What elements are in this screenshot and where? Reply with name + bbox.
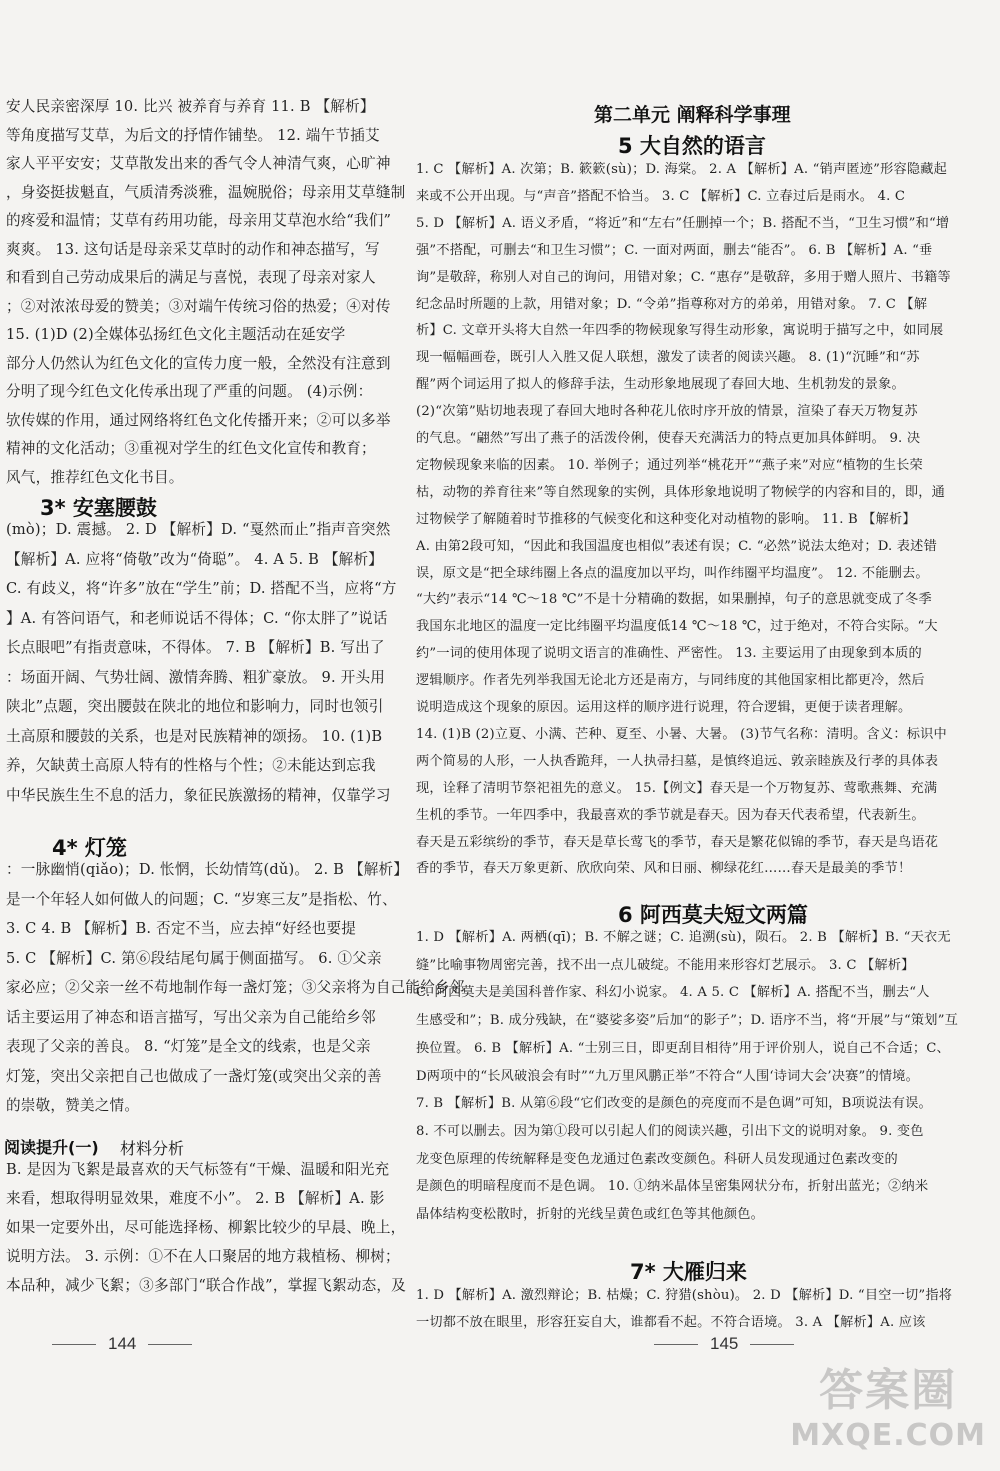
text-line: 现，诠释了清明节祭祀祖先的意义。 15.【例文】春天是一个万物复苏、莺歌燕舞、充满 (416, 780, 938, 796)
text-line: 部分人仍然认为红色文化的宣传力度一般，全然没有注意到 (6, 354, 391, 372)
text-line: 说明方法。 3. 示例：①不在人口聚居的地方栽植杨、柳树； (6, 1248, 400, 1265)
text-line: 中华民族生生不息的活力，象征民族激扬的精神，仅靠学习 (6, 786, 391, 804)
page-number-right (642, 1334, 806, 1354)
text-line: 等角度描写艾草，为后文的抒情作铺垫。 12. 端午节插艾 (6, 126, 380, 144)
text-line: 我国东北地区的温度一定比纬圈平均温度低14 ℃～18 ℃，过于绝对，不符合实际。“大 (416, 619, 938, 635)
section-subheading-material-analysis: 材料分析 (120, 1139, 185, 1158)
text-line: 一切都不放在眼里，形容狂妄自大，谁都看不起。不符合语境。 3. A 【解析】A. 应该 (416, 1315, 926, 1330)
text-line: ：场面开阔、气势壮阔、激情奔腾、粗犷豪放。 9. 开头用 (6, 668, 386, 686)
text-line: ：一脉幽悄(qiǎo)；D. 怅惘，长幼情笃(dǔ)。 2. B 【解析】 (6, 861, 409, 878)
text-line: 爽爽。 13. 这句话是母亲采艾草时的动作和神态描写，写 (6, 240, 380, 258)
text-line: 风气，推荐红色文化书目。 (6, 468, 184, 486)
text-line: 两个简易的人形，一人执香跪拜，一人执帚扫墓，是慎终追远、敦亲睦族及行孝的具体表 (416, 753, 939, 769)
watermark-logo-text: 答案圈 (819, 1365, 958, 1416)
text-line: 土高原和腰鼓的关系，也是对民族精神的颂扬。 10. (1)B (6, 727, 383, 745)
lesson-heading-5: 5 大自然的语言 (618, 134, 766, 158)
page-number-value: 145 (710, 1334, 739, 1353)
text-line: D两项中的“长风破浪会有时”“九万里风鹏正举”不符合“人围‘诗词大会’决赛”的情境。 (416, 1068, 919, 1084)
text-line: 灯笼，突出父亲把自己也做成了一盏灯笼(或突出父亲的善 (6, 1067, 382, 1085)
text-line: 养，欠缺黄土高原人特有的性格与个性；②未能达到忘我 (6, 757, 376, 774)
text-line: (mò)；D. 震撼。 2. D 【解析】D. “戛然而止”指声音突然 (6, 521, 391, 538)
text-line: 3. C 4. B 【解析】B. 否定不当，应去掉“好经也要提 (6, 920, 357, 937)
text-line: 家必应；②父亲一丝不苟地制作每一盏灯笼；③父亲将为自己能给乡邻 (6, 979, 465, 996)
text-line: C. 阿西莫夫是美国科普作家、科幻小说家。 4. A 5. C 【解析】A. 搭配不当，删去“人 (416, 985, 930, 1001)
text-line: 的崇敬，赞美之情。 (6, 1097, 140, 1114)
page-number-value: 144 (108, 1334, 137, 1353)
text-line: 纪念品时所题的上款，用错对象；D. “令弟”指尊称对方的弟弟，用错对象。 7. C 【解 (416, 296, 928, 312)
text-line: (2)“次第”贴切地表现了春回大地时各种花儿依时序开放的情景，渲染了春天万物复苏 (416, 404, 918, 420)
text-line: 询”是敬辞，称别人对自己的询问，用错对象；C. “惠存”是敬辞，多用于赠人照片、书籍等 (416, 269, 951, 285)
text-line: 香的季节，春天万象更新、欣欣向荣、风和日丽、柳绿花红……春天是最美的季节！ (416, 861, 912, 877)
lesson-heading-anshai-yaogu: 3* 安塞腰鼓 (40, 496, 157, 520)
text-line: 和看到自己劳动成果后的满足与喜悦，表现了母亲对家人 (6, 269, 376, 286)
text-line: 5. C 【解析】C. 第⑥段结尾句属于侧面描写。 6. ①父亲 (6, 949, 382, 967)
text-line: 枯，动物的养育往来”等自然现象的实例，具体形象地说明了物候学的内容和目的，即，通 (416, 484, 946, 500)
text-line: 】A. 有答问语气，和老师说话不得体；C. “你太胖了”说话 (6, 609, 388, 627)
text-line: 约”一词的使用体现了说明文语言的准确性、严密性。 13. 主要运用了由现象到本质的 (416, 646, 922, 662)
watermark (790, 1354, 986, 1453)
text-line: 逻辑顺序。作者先列举我国无论北方还是南方，与同纬度的其他国家相比都更冷，然后 (416, 673, 925, 689)
text-line: 春天是五彩缤纷的季节，春天是草长莺飞的季节，春天是繁花似锦的季节，春天是鸟语花 (416, 834, 939, 850)
text-line: 定物候现象来临的因素。 10. 举例子；通过列举“桃花开”“燕子来”对应“植物的生长荣 (416, 457, 923, 473)
text-line: 本品种，减少飞絮；③多部门“联合作战”，掌握飞絮动态，及 (6, 1277, 406, 1294)
text-line: 15. (1)D (2)全媒体弘扬红色文化主题活动在延安学 (6, 326, 346, 343)
page-number-rule (750, 1344, 794, 1345)
text-line: 如果一定要外出，尽可能选择杨、柳絮比较少的早晨、晚上， (6, 1219, 406, 1236)
text-line: 现一幅幅画卷，既引人入胜又促人联想，激发了读者的阅读兴趣。 8. (1)“沉睡”和“苏 (416, 350, 920, 366)
text-line: 1. D 【解析】A. 激烈辩论；B. 枯燥；C. 狩猎(shòu)。 2. D 【解析】D. “目空一切”指将 (416, 1288, 953, 1303)
text-line: 说明造成这个现象的原因。运用这样的顺序进行说理，符合逻辑，更便于读者理解。 (416, 700, 912, 715)
text-line: 晶体结构变松散时，折射的光线呈黄色或红色等其他颜色。 (416, 1207, 765, 1222)
text-line: 8. 不可以删去。因为第①段可以引起人们的阅读兴趣，引出下文的说明对象。 9. 变色 (416, 1123, 924, 1139)
text-line: 龙变色原理的传统解释是变色龙通过色素改变颜色。科研人员发现通过色素改变的 (416, 1151, 898, 1167)
text-line: 是颜色的明暗程度而不是色调。 10. ①纳米晶体呈密集网状分布，折射出蓝光；②纳米 (416, 1179, 929, 1195)
text-line: 来看，想取得明显效果，难度不小”。 2. B 【解析】A. 影 (6, 1190, 385, 1207)
text-line: 醒”两个词运用了拟人的修辞手法，生动形象地展现了春回大地、生机勃发的景象。 (416, 377, 905, 393)
text-line: 安人民亲密深厚 10. 比兴 被养育与养育 11. B 【解析】 (6, 98, 375, 115)
text-line: 欤传媒的作用，通过网络将红色文化传播开来；②可以多举 (6, 411, 391, 429)
page-number-left (40, 1334, 204, 1354)
text-line: 强”不搭配，可删去“和卫生习惯”；C. 一面对两面，删去“能否”。 6. B 【解析】A. “垂 (416, 242, 933, 258)
text-line: 换位置。 6. B 【解析】A. “士别三日，即更刮目相待”用于评价别人，说自己不合适；C、 (416, 1040, 950, 1056)
text-line: 生感受和”；B. 成分残缺，在“婆娑多姿”后加“的影子”；D. 语序不当，将“开展”与“策划”互 (416, 1013, 959, 1029)
text-line: 的气息。“翩然”写出了燕子的活泼伶俐，使春天充满活力的特点更加具体鲜明。 9. 决 (416, 431, 921, 446)
text-line: 14. (1)B (2)立夏、小满、芒种、夏至、小暑、大暑。 (3)节气名称：清明。含义：标识中 (416, 726, 947, 742)
text-line: 是一个年轻人如何做人的问题；C. “岁寒三友”是指松、竹、 (6, 890, 397, 908)
text-line: ；②对浓浓母爱的赞美；③对端午传统习俗的热爱；④对传 (6, 297, 391, 315)
text-line: 生机的季节。一年四季中，我最喜欢的季节就是春天。因为春天代表希望，代表新生。 (416, 807, 925, 823)
section-heading-reading: 阅读提升(一) (4, 1138, 99, 1157)
text-line: A. 由第2段可知，“因此和我国温度也相似”表述有误；C. “必然”说法太绝对；D. 表述错 (416, 538, 937, 554)
text-line: “大约”表示“14 ℃～18 ℃”不是十分精确的数据，如果删掉，句子的意思就变成了冬季 (416, 592, 932, 608)
lesson-heading-6: 6 阿西莫夫短文两篇 (618, 903, 808, 927)
text-line: 表现了父亲的善良。 8. “灯笼”是全文的线索，也是父亲 (6, 1038, 371, 1055)
page-number-rule (148, 1344, 192, 1345)
text-line: 【解析】A. 应将“倚敬”改为“倚聪”。 4. A 5. B 【解析】 (6, 550, 384, 568)
text-line: 5. D 【解析】A. 语义矛盾，“将近”和“左右”任删掉一个；B. 搭配不当，“卫生习惯”和“增 (416, 215, 950, 231)
text-line: 过物候学了解随着时节推移的气候变化和这种变化对动植物的影响。 11. B 【解析】 (416, 511, 916, 527)
lesson-heading-denglong: 4* 灯笼 (52, 836, 127, 860)
text-line: C. 有歧义，将“许多”放在“学生”前；D. 搭配不当，应将“方 (6, 580, 397, 597)
text-line: 话主要运用了神态和语言描写，写出父亲为自己能给乡邻 (6, 1008, 376, 1026)
page-number-rule (52, 1344, 96, 1345)
text-line: 长点眼吧”有指责意味，不得体。 7. B 【解析】B. 写出了 (6, 639, 385, 656)
text-line: 精神的文化活动；③重视对学生的红色文化宣传和教育； (6, 440, 376, 457)
watermark-url: MXQE.COM (790, 1418, 986, 1453)
text-line: 家人平平安安；艾草散发出来的香气令人神清气爽，心旷神 (6, 155, 391, 172)
text-line: 1. D 【解析】A. 两栖(qī)；B. 不解之谜；C. 追溯(sù)，陨石。 2. B 【解析】B. “天衣无 (416, 930, 951, 945)
text-line: 析】C. 文章开头将大自然一年四季的物候现象写得生动形象，寓说明于描写之中，如同展 (416, 323, 944, 339)
text-line: 来或不公开出现。与“声音”搭配不恰当。 3. C 【解析】C. 立春过后是雨水。 4. C (416, 188, 906, 204)
page-number-rule (654, 1344, 698, 1345)
text-line: 7. B 【解析】B. 从第⑥段“它们改变的是颜色的亮度而不是色调”可知，B项说法有误。 (416, 1096, 932, 1112)
text-line: B. 是因为飞絮是最喜欢的天气标签有“干燥、温暖和阳光充 (6, 1161, 390, 1178)
lesson-heading-7: 7* 大雁归来 (630, 1260, 747, 1284)
text-line: 1. C 【解析】A. 次第；B. 簌簌(sù)；D. 海棠。 2. A 【解析】A. “销声匿迹”形容隐藏起 (416, 162, 948, 177)
text-line: 分明了现今红色文化传承出现了严重的问题。 (4)示例： (6, 383, 373, 400)
text-line: 陕北”点题，突出腰鼓在陕北的地位和影响力，同时也领引 (6, 698, 384, 715)
text-line: 缝”比喻事物周密完善，找不出一点儿破绽。不能用来形容灯艺展示。 3. C 【解析】 (416, 957, 915, 973)
text-line: 误，原文是“把全球纬圈上各点的温度加以平均，叫作纬圈平均温度”。 12. 不能删去。 (416, 565, 929, 581)
unit-title: 第二单元 阐释科学事理 (594, 104, 791, 126)
text-line: 的疼爱和温情；艾草有药用功能，母亲用艾草泡水给“我们” (6, 212, 392, 229)
text-line: ，身姿挺拔魁直，气质清秀淡雅，温婉脱俗；母亲用艾草缝制 (6, 183, 406, 201)
